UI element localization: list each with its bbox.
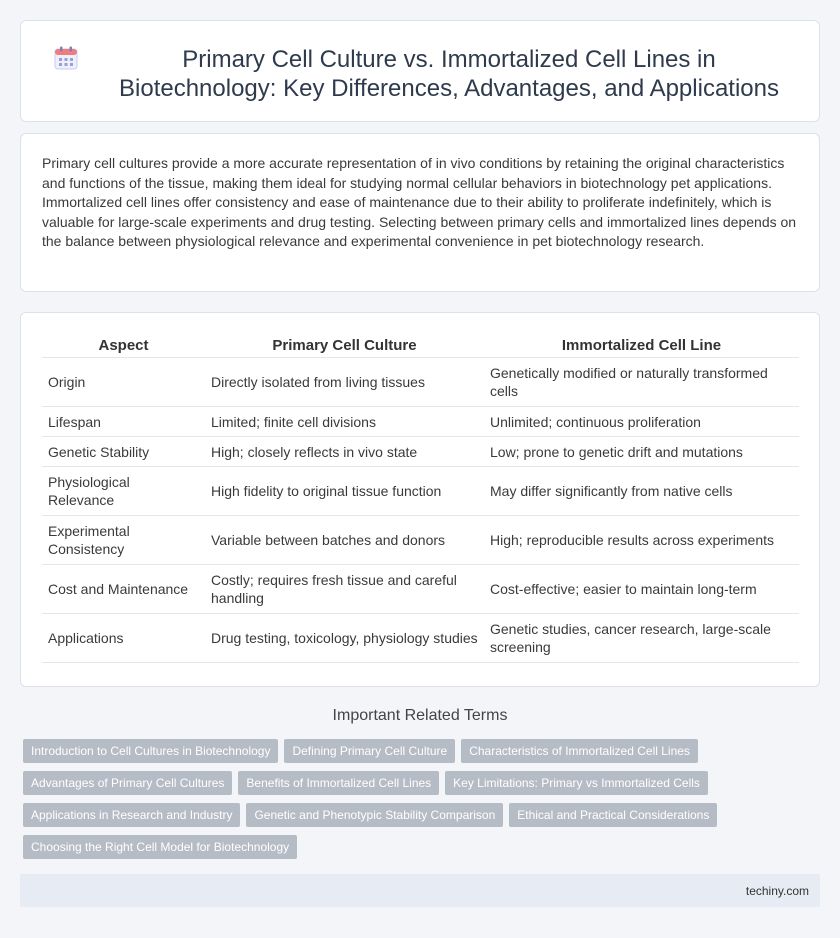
related-term-tag[interactable]: Genetic and Phenotypic Stability Comparison — [246, 803, 503, 827]
comparison-table-card — [20, 312, 820, 687]
page-title: Primary Cell Culture vs. Immortalized Cell Lines in Biotechnology: Key Differences, Advantages, and Applications — [119, 46, 779, 102]
table-cell: Cost-effective; easier to maintain long-term — [484, 565, 799, 614]
table-cell: Costly; requires fresh tissue and careful handling — [205, 565, 484, 614]
table-cell: Experimental Consistency — [42, 516, 205, 565]
calendar-icon — [53, 45, 79, 71]
table-header-row — [42, 333, 799, 358]
related-term-tag[interactable]: Advantages of Primary Cell Cultures — [23, 771, 232, 795]
table-cell: High fidelity to original tissue function — [205, 467, 484, 516]
table-cell: Variable between batches and donors — [205, 516, 484, 565]
table-row — [42, 407, 799, 437]
title-card — [20, 20, 820, 122]
related-terms-list — [23, 739, 803, 859]
related-term-tag[interactable]: Choosing the Right Cell Model for Biotechnology — [23, 835, 297, 859]
related-term-tag[interactable]: Benefits of Immortalized Cell Lines — [238, 771, 439, 795]
related-term-tag[interactable]: Characteristics of Immortalized Cell Lines — [461, 739, 698, 763]
column-header-primary: Primary Cell Culture — [205, 333, 484, 358]
table-cell: Lifespan — [42, 407, 205, 437]
intro-card — [20, 133, 820, 292]
table-row — [42, 614, 799, 663]
table-cell: Genetically modified or naturally transformed cells — [484, 358, 799, 407]
column-header-aspect: Aspect — [42, 333, 205, 358]
table-cell: Directly isolated from living tissues — [205, 358, 484, 407]
table-row — [42, 565, 799, 614]
related-term-tag[interactable]: Key Limitations: Primary vs Immortalized Cells — [445, 771, 708, 795]
footer-site-link[interactable]: techiny.com — [745, 884, 809, 898]
related-terms-heading: Important Related Terms — [332, 707, 508, 724]
table-cell: Applications — [42, 614, 205, 663]
table-cell: Limited; finite cell divisions — [205, 407, 484, 437]
table-cell: Low; prone to genetic drift and mutations — [484, 437, 799, 467]
table-row — [42, 467, 799, 516]
footer — [20, 874, 820, 907]
table-cell: May differ significantly from native cells — [484, 467, 799, 516]
table-cell: Unlimited; continuous proliferation — [484, 407, 799, 437]
table-cell: Cost and Maintenance — [42, 565, 205, 614]
related-term-tag[interactable]: Ethical and Practical Considerations — [509, 803, 717, 827]
table-cell: Genetic studies, cancer research, large-scale screening — [484, 614, 799, 663]
table-cell: Origin — [42, 358, 205, 407]
table-row — [42, 437, 799, 467]
comparison-table — [42, 333, 799, 663]
table-cell: High; closely reflects in vivo state — [205, 437, 484, 467]
table-cell: Physiological Relevance — [42, 467, 205, 516]
table-row — [42, 516, 799, 565]
table-cell: Drug testing, toxicology, physiology studies — [205, 614, 484, 663]
column-header-immortalized: Immortalized Cell Line — [484, 333, 799, 358]
table-cell: Genetic Stability — [42, 437, 205, 467]
table-cell: High; reproducible results across experiments — [484, 516, 799, 565]
related-term-tag[interactable]: Introduction to Cell Cultures in Biotechnology — [23, 739, 278, 763]
related-term-tag[interactable]: Applications in Research and Industry — [23, 803, 240, 827]
table-row — [42, 358, 799, 407]
intro-paragraph: Primary cell cultures provide a more accurate representation of in vivo conditions by retaining the original characteristics and functions of the tissue, making them ideal for studying normal cellular behaviors in biotechnology pet applications. Immortalized cell lines offer consistency and ease of maintenance due to their ability to proliferate indefinitely, which is valuable for large-scale experiments and drug testing. Selecting between primary cells and immortalized lines depends on the balance between physiological relevance and experimental convenience in pet biotechnology research. — [42, 155, 797, 249]
related-term-tag[interactable]: Defining Primary Cell Culture — [284, 739, 455, 763]
